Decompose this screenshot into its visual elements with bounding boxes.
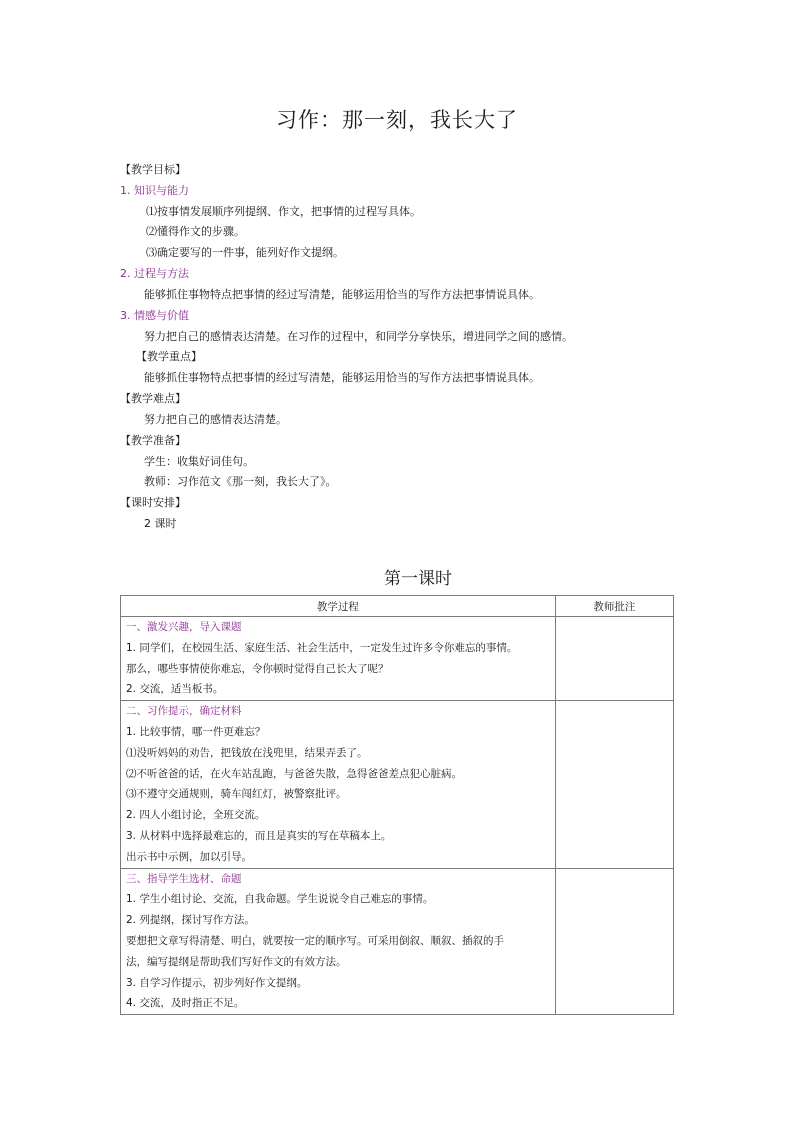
objective-section-3-text: 努力把自己的感情表达清楚。在习作的过程中，和同学分享快乐，增进同学之间的感情。 <box>144 330 573 343</box>
section-line: 3. 自学习作提示，初步列好作文提纲。 <box>126 976 308 989</box>
difficulties-text: 努力把自己的感情表达清楚。 <box>144 413 287 426</box>
section-line: 法，编写提纲是帮助我们写好作文的有效方法。 <box>126 955 347 968</box>
section-heading: 二、习作提示，确定材料 <box>126 705 242 718</box>
schedule-text: 2 课时 <box>144 517 177 530</box>
table-row <box>121 701 674 868</box>
section-line: 要想把文章写得清楚、明白，就要按一定的顺序写。可采用倒叙、顺叙、插叙的手 <box>126 934 504 947</box>
section-line: ⑶不遵守交通规则，骑车闯红灯，被警察批评。 <box>126 788 347 801</box>
page-title: 习作：那一刻，我长大了 <box>276 108 518 132</box>
key-points-text: 能够抓住事物特点把事情的经过写清楚，能够运用恰当的写作方法把事情说具体。 <box>144 371 540 384</box>
section-line: 出示书中示例，加以引导。 <box>126 850 252 863</box>
section-line: ⑵不听爸爸的话，在火车站乱跑，与爸爸失散，急得爸爸差点犯心脏病。 <box>126 767 462 780</box>
notes-cell-3 <box>555 868 673 1015</box>
section-line: 1. 同学们，在校园生活、家庭生活、社会生活中，一定发生过许多令你难忘的事情。 <box>126 641 518 654</box>
objective-item-2: ⑵懂得作文的步骤。 <box>146 225 245 238</box>
table-row <box>121 868 674 1015</box>
objective-section-2-title: 2. 过程与方法 <box>120 267 189 280</box>
section-heading: 三、指导学生选材、命题 <box>126 872 242 885</box>
objectives-heading: 【教学目标】 <box>120 163 186 176</box>
table-row <box>121 617 674 701</box>
objective-section-1-title: 1. 知识与能力 <box>120 184 189 197</box>
objective-section-3-title: 3. 情感与价值 <box>120 309 189 322</box>
preparation-teacher: 教师：习作范文《那一刻，我长大了》。 <box>144 475 337 488</box>
process-cell-1 <box>121 617 556 701</box>
section-line: 2. 列提纲，探讨写作方法。 <box>126 914 255 927</box>
section-line: 1. 学生小组讨论、交流，自我命题。学生说说令自己难忘的事情。 <box>126 893 434 906</box>
objective-section-2-text: 能够抓住事物特点把事情的经过写清楚，能够运用恰当的写作方法把事情说具体。 <box>144 288 540 301</box>
section-line: 2. 四人小组讨论，全班交流。 <box>126 809 266 822</box>
difficulties-heading: 【教学难点】 <box>120 392 186 405</box>
key-points-heading: 【教学重点】 <box>136 350 202 363</box>
objective-item-1: ⑴按事情发展顺序列提纲、作文，把事情的过程写具体。 <box>146 205 421 218</box>
section-line: 1. 比较事情，哪一件更难忘？ <box>126 725 266 738</box>
section-line: 3. 从材料中选择最难忘的，而且是真实的写在草稿本上。 <box>126 829 392 842</box>
process-cell-3 <box>121 868 556 1015</box>
objective-item-3: ⑶确定要写的一件事，能列好作文提纲。 <box>146 246 344 259</box>
section-line: 4. 交流，及时指正不足。 <box>126 997 245 1010</box>
process-cell-2 <box>121 701 556 868</box>
section-line: ⑴没听妈妈的劝告，把钱放在浅兜里，结果弄丢了。 <box>126 746 368 759</box>
notes-cell-1 <box>555 617 673 701</box>
section-heading: 一、激发兴趣，导入课题 <box>126 621 242 633</box>
preparation-heading: 【教学准备】 <box>120 434 186 447</box>
lesson-plan-table <box>120 595 674 1015</box>
header-teaching-process: 教学过程 <box>121 596 556 617</box>
schedule-heading: 【课时安排】 <box>120 496 186 509</box>
preparation-student: 学生：收集好词佳句。 <box>144 455 254 468</box>
notes-cell-2 <box>555 701 673 868</box>
lesson-title: 第一课时 <box>384 569 452 589</box>
section-line: 2. 交流，适当板书。 <box>126 683 224 696</box>
table-header-row <box>121 596 674 617</box>
header-teacher-notes: 教师批注 <box>555 596 673 617</box>
section-line: 那么，哪些事情使你难忘，令你顿时觉得自己长大了呢？ <box>126 662 389 675</box>
